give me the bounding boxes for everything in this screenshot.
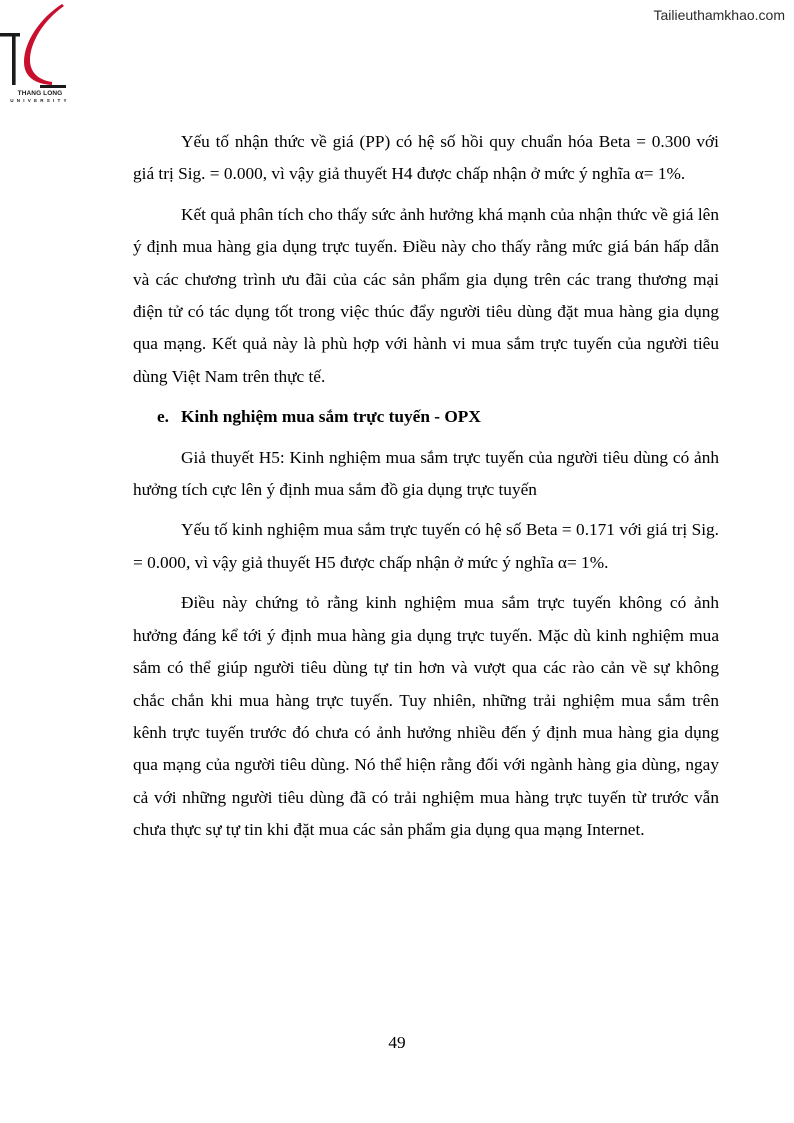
body-text — [133, 126, 719, 855]
watermark-link[interactable]: Tailieuthamkhao.com — [653, 7, 785, 23]
paragraph-3: Giả thuyết H5: Kinh nghiệm mua sắm trực tuyến của người tiêu dùng có ảnh hưởng tích cực lên ý định mua sắm đồ gia dụng trực tuyến — [133, 447, 719, 500]
logo-emblem-icon — [0, 0, 80, 92]
paragraph-5: Điều này chứng tỏ rằng kinh nghiệm mua sắm trực tuyến không có ảnh hưởng đáng kể tới ý định mua hàng gia dụng trực tuyến. Mặc dù kinh nghiệm mua sắm có thể giúp người tiêu dùng tự tin hơn và vượt qua các rào cản về sự không chắc chắn khi mua hàng trực tuyến. Tuy nhiên, những trải nghiệm mua sắm trên kênh trực tuyến trước đó chưa có ảnh hưởng nhiều đến ý định mua hàng gia dụng qua mạng của người tiêu dùng. Nó thể hiện rằng đối với ngành hàng gia dùng, ngay cả với những người tiêu dùng đã có trải nghiệm mua hàng trực tuyến từ trước vẫn chưa thực sự tự tin khi đặt mua các sản phẩm gia dụng qua mạng Internet. — [133, 593, 719, 840]
logo-name-text: THANG LONG — [17, 90, 63, 97]
section-heading — [133, 401, 719, 433]
page-number: 49 — [388, 1033, 406, 1052]
paragraph-2: Kết quả phân tích cho thấy sức ảnh hưởng khá mạnh của nhận thức về giá lên ý định mua hàng gia dụng trực tuyến. Điều này cho thấy rằng mức giá bán hấp dẫn và các chương trình ưu đãi của các sản phẩm gia dụng trên các trang thương mại điện tử có tác dụng tốt trong việc thúc đẩy người tiêu dùng đặt mua hàng gia dụng qua mạng. Kết quả này là phù hợp với hành vi mua sắm trực tuyến của người tiêu dùng Việt Nam trên thực tế. — [133, 204, 719, 386]
section-label: e. — [157, 407, 169, 427]
university-logo — [0, 0, 80, 110]
paragraph-4: Yếu tố kinh nghiệm mua sắm trực tuyến có hệ số Beta = 0.171 với giá trị Sig. = 0.000, vì vậy giả thuyết H5 được chấp nhận ở mức ý nghĩa α= 1%. — [133, 520, 719, 572]
paragraph-1: Yếu tố nhận thức về giá (PP) có hệ số hồi quy chuẩn hóa Beta = 0.300 với giá trị Sig. = 0.000, vì vậy giả thuyết H4 được chấp nhận ở mức ý nghĩa α= 1%. — [133, 132, 719, 184]
logo-sub-text: UNIVERSITY — [10, 98, 70, 103]
section-title: Kinh nghiệm mua sắm trực tuyến - OPX — [181, 407, 481, 427]
